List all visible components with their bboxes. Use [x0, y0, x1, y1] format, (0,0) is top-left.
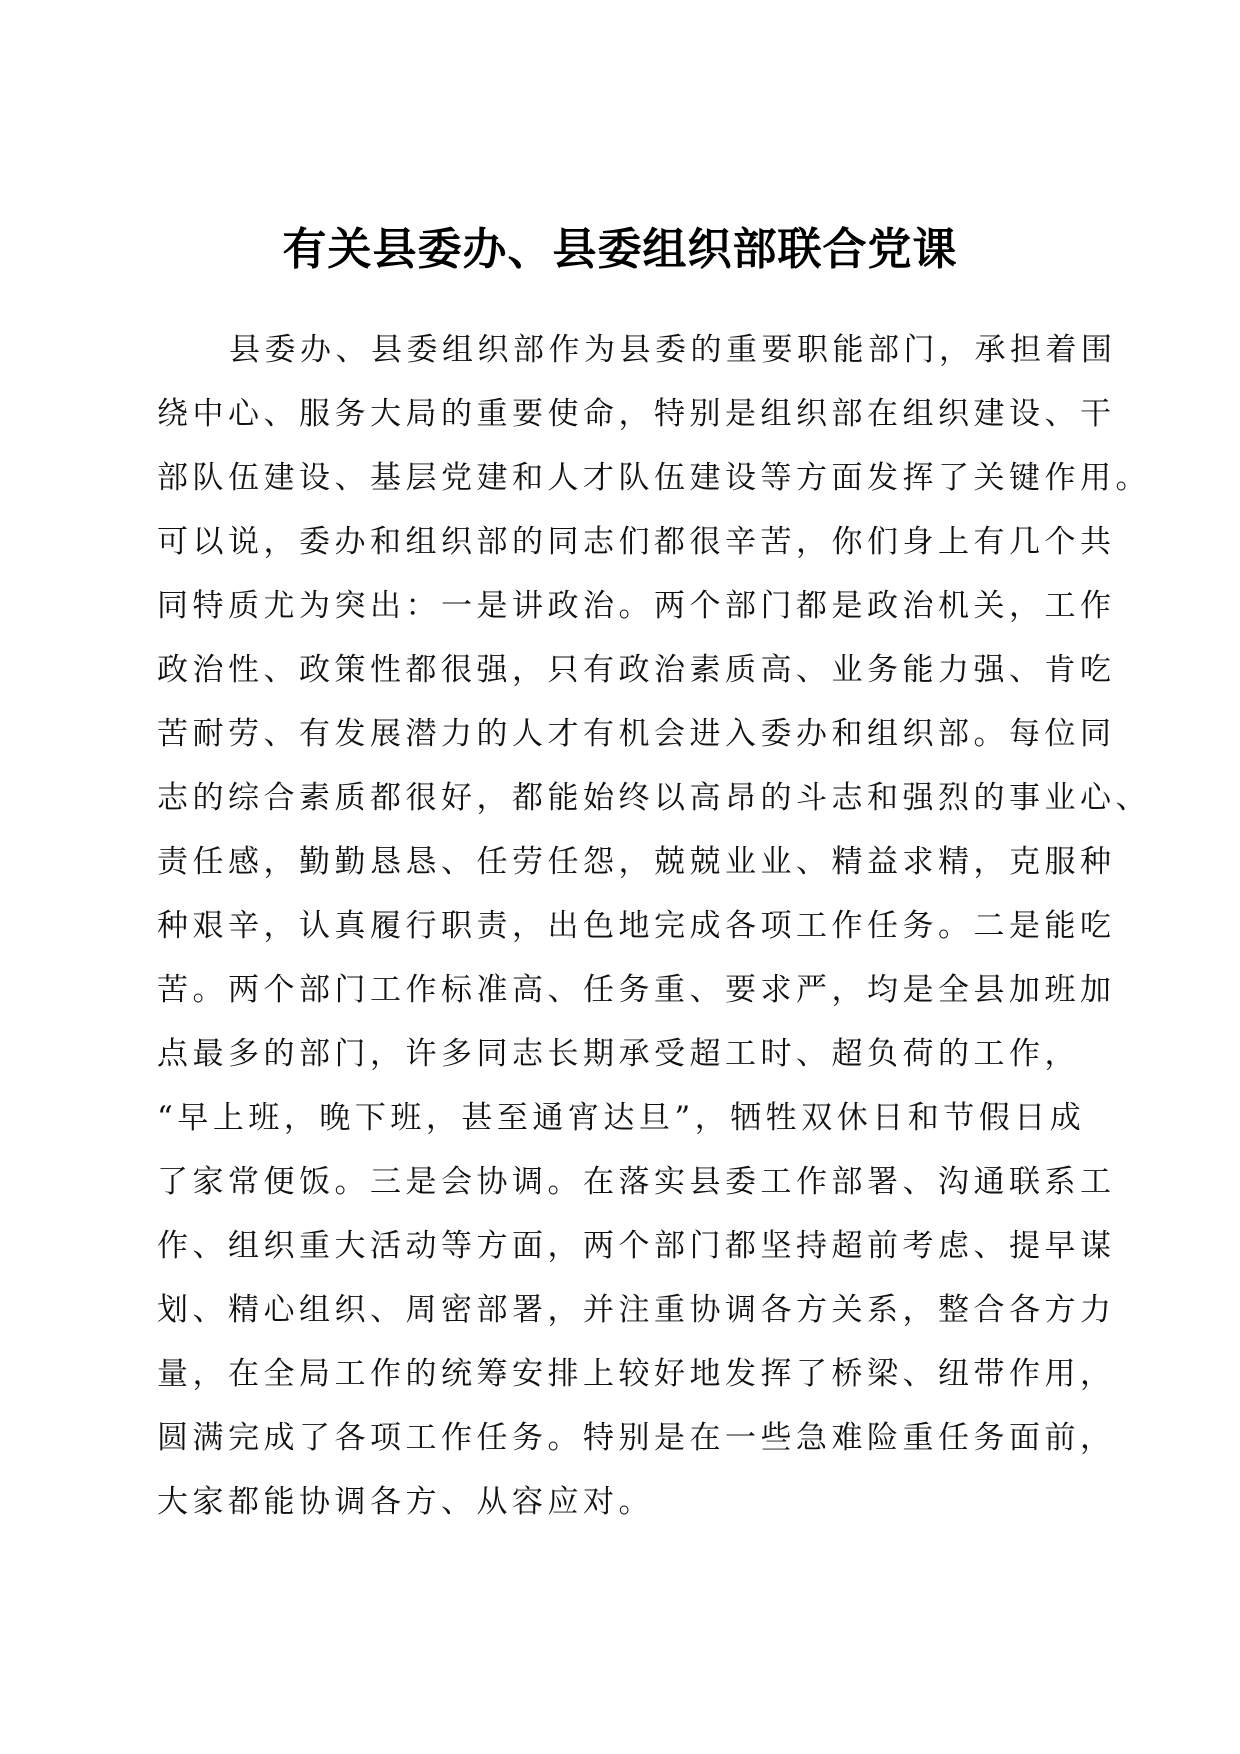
body-line: 部队伍建设、基层党建和人才队伍建设等方面发挥了关键作用。 [157, 460, 1151, 496]
body-line: “早上班，晚下班，甚至通宵达旦”，牺牲双休日和节假日成 [157, 1100, 1086, 1136]
body-line: 苦。两个部门工作标准高、任务重、要求严，均是全县加班加 [157, 972, 1116, 1008]
document-body [157, 318, 1151, 1534]
body-line: 苦耐劳、有发展潜力的人才有机会进入委办和组织部。每位同 [157, 716, 1116, 752]
body-line: 政治性、政策性都很强，只有政治素质高、业务能力强、肯吃 [157, 652, 1116, 688]
body-line: 种艰辛，认真履行职责，出色地完成各项工作任务。二是能吃 [157, 908, 1116, 944]
body-line: 了家常便饭。三是会协调。在落实县委工作部署、沟通联系工 [157, 1164, 1116, 1200]
body-line: 点最多的部门，许多同志长期承受超工时、超负荷的工作， [157, 1036, 1080, 1072]
body-line: 划、精心组织、周密部署，并注重协调各方关系，整合各方力 [157, 1292, 1116, 1328]
body-line: 可以说，委办和组织部的同志们都很辛苦，你们身上有几个共 [157, 524, 1116, 560]
body-line: 作、组织重大活动等方面，两个部门都坚持超前考虑、提早谋 [157, 1228, 1116, 1264]
body-line: 量，在全局工作的统筹安排上较好地发挥了桥梁、纽带作用， [157, 1356, 1116, 1392]
body-line: 圆满完成了各项工作任务。特别是在一些急难险重任务面前， [157, 1420, 1116, 1456]
body-line: 志的综合素质都很好，都能始终以高昂的斗志和强烈的事业心、 [157, 780, 1151, 816]
document-title: 有关县委办、县委组织部联合党课 [282, 224, 958, 275]
body-line: 同特质尤为突出：一是讲政治。两个部门都是政治机关，工作 [157, 588, 1116, 624]
body-line: 大家都能协调各方、从容应对。 [157, 1484, 654, 1520]
body-line: 责任感，勤勤恳恳、任劳任怨，兢兢业业、精益求精，克服种 [157, 844, 1116, 880]
body-line: 绕中心、服务大局的重要使命，特别是组织部在组织建设、干 [157, 396, 1116, 432]
body-line: 县委办、县委组织部作为县委的重要职能部门，承担着围 [229, 332, 1117, 368]
